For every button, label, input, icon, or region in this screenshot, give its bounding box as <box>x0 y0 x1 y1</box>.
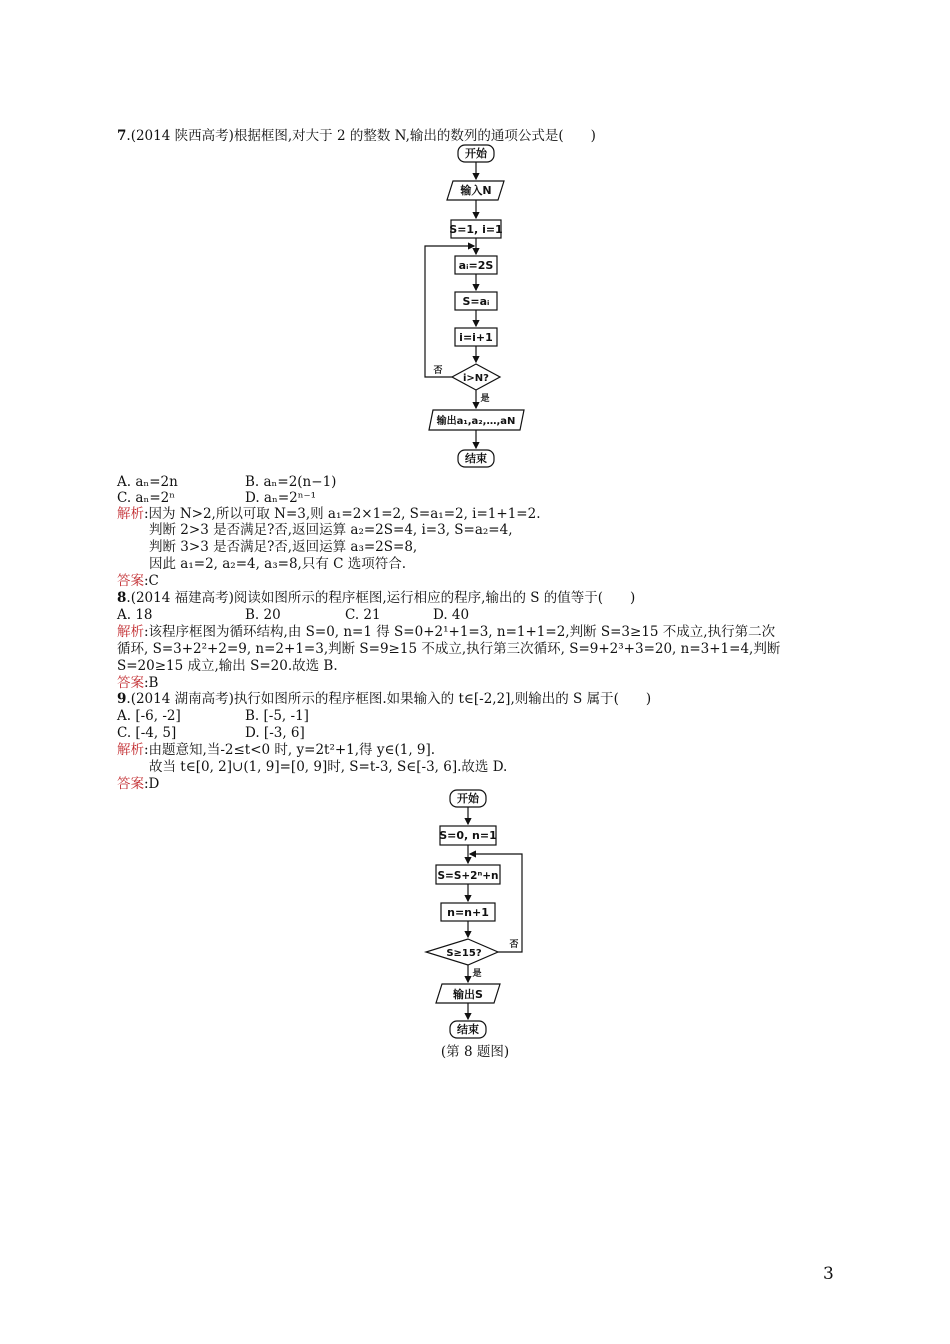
q8-fc-start: 开始 <box>457 792 479 805</box>
q9-options-row1 <box>117 708 309 725</box>
q7-fc-output: 输出a₁,a₂,…,aN <box>436 416 516 427</box>
q7-number: 7 <box>117 128 127 144</box>
q7-answer-label: 答案 <box>117 573 144 589</box>
q8-number: 8 <box>117 590 127 606</box>
q8-option-a: A. 18 <box>117 607 153 623</box>
q7-fc-input: 输入N <box>460 184 492 197</box>
q7-option-b: B. aₙ=2(n−1) <box>245 474 337 490</box>
q7-stem: 7.(2014 陕西高考)根据框图,对大于 2 的整数 N,输出的数列的通项公式是( ) <box>117 128 596 144</box>
q7-analysis-line1: 解析:因为 N>2,所以可取 N=3,则 a₁=2×1=2, S=a₁=2, i=1+1=2. <box>117 506 541 522</box>
q8-fc-output: 输出S <box>453 988 483 1001</box>
q7-fc-step3: i=i+1 <box>459 331 493 344</box>
q8-fc-step2: n=n+1 <box>447 906 489 919</box>
q7-fc-yes: 是 <box>480 394 490 404</box>
q7-analysis-line4: 因此 a₁=2, a₂=4, a₃=8,只有 C 选项符合. <box>149 556 407 572</box>
q7-fc-step2: S=aᵢ <box>462 295 490 308</box>
q8-fc-step1: S=S+2ⁿ+n <box>437 870 499 882</box>
q7-answer: 答案:C <box>117 573 159 589</box>
q8-analysis-line3: S=20≥15 成立,输出 S=20.故选 B. <box>117 658 338 674</box>
q8-fc-end: 结束 <box>457 1023 479 1036</box>
q8-fc-yes: 是 <box>472 969 482 979</box>
q7-analysis-label: 解析 <box>117 506 144 522</box>
q7-options-row2 <box>117 490 316 507</box>
q7-fc-start: 开始 <box>465 147 487 160</box>
q7-fc-cond: i>N? <box>463 373 489 384</box>
q8-answer: 答案:B <box>117 675 159 691</box>
q9-option-c: C. [-4, 5] <box>117 725 177 741</box>
q8-option-c: C. 21 <box>345 607 381 623</box>
q9-answer: 答案:D <box>117 776 160 792</box>
q7-option-a: A. aₙ=2n <box>117 474 178 490</box>
q9-options-row2 <box>117 725 305 742</box>
q8-analysis-line2: 循环, S=3+2²+2=9, n=2+1=3,判断 S=9≥15 不成立,执行第三次循环, S=9+2³+3=20, n=3+1=4,判断 <box>117 641 781 657</box>
q8-stem: 8.(2014 福建高考)阅读如图所示的程序框图,运行相应的程序,输出的 S 的值等于( ) <box>117 590 636 606</box>
q8-flowchart <box>420 787 540 1045</box>
q8-analysis-label: 解析 <box>117 624 144 640</box>
q8-fc-init: S=0, n=1 <box>439 829 497 842</box>
q7-analysis-line2: 判断 2>3 是否满足?否,返回运算 a₂=2S=4, i=3, S=a₂=4, <box>149 522 513 538</box>
q9-stem: 9.(2014 湖南高考)执行如图所示的程序框图.如果输入的 t∈[-2,2],则输出的 S 属于( ) <box>117 691 652 707</box>
q8-analysis-line1: 解析:该程序框图为循环结构,由 S=0, n=1 得 S=0+2¹+1=3, n=1+1=2,判断 S=3≥15 不成立,执行第二次 <box>117 624 776 640</box>
q7-options-row1 <box>117 474 336 491</box>
q9-analysis-line1: 解析:由题意知,当-2≤t<0 时, y=2t²+1,得 y∈(1, 9]. <box>117 742 436 758</box>
q9-number: 9 <box>117 691 127 707</box>
q9-analysis-label: 解析 <box>117 742 144 758</box>
q9-option-d: D. [-3, 6] <box>245 725 305 741</box>
q7-fc-no: 否 <box>433 366 443 376</box>
q7-fc-init: S=1, i=1 <box>449 223 503 236</box>
q9-option-b: B. [-5, -1] <box>245 708 309 724</box>
q9-option-a: A. [-6, -2] <box>117 708 181 724</box>
q7-option-c: C. aₙ=2ⁿ <box>117 490 176 506</box>
q7-flowchart <box>420 142 540 478</box>
q8-option-b: B. 20 <box>245 607 281 623</box>
q7-option-d: D. aₙ=2ⁿ⁻¹ <box>245 490 317 506</box>
q8-figure-caption: (第 8 题图) <box>440 1044 510 1060</box>
q7-fc-end: 结束 <box>465 452 487 465</box>
q9-answer-label: 答案 <box>117 776 144 792</box>
q8-fc-no: 否 <box>509 940 519 950</box>
q8-options <box>117 607 469 624</box>
q7-fc-step1: aᵢ=2S <box>458 259 494 272</box>
q7-analysis-line3: 判断 3>3 是否满足?否,返回运算 a₃=2S=8, <box>149 539 418 555</box>
q8-answer-label: 答案 <box>117 675 144 691</box>
q8-option-d: D. 40 <box>433 607 470 623</box>
q9-analysis-line2: 故当 t∈[0, 2]∪(1, 9]=[0, 9]时, S=t-3, S∈[-3, 6].故选 D. <box>149 759 508 775</box>
page-number: 3 <box>823 1264 834 1284</box>
q8-fc-cond: S≥15? <box>446 948 482 959</box>
